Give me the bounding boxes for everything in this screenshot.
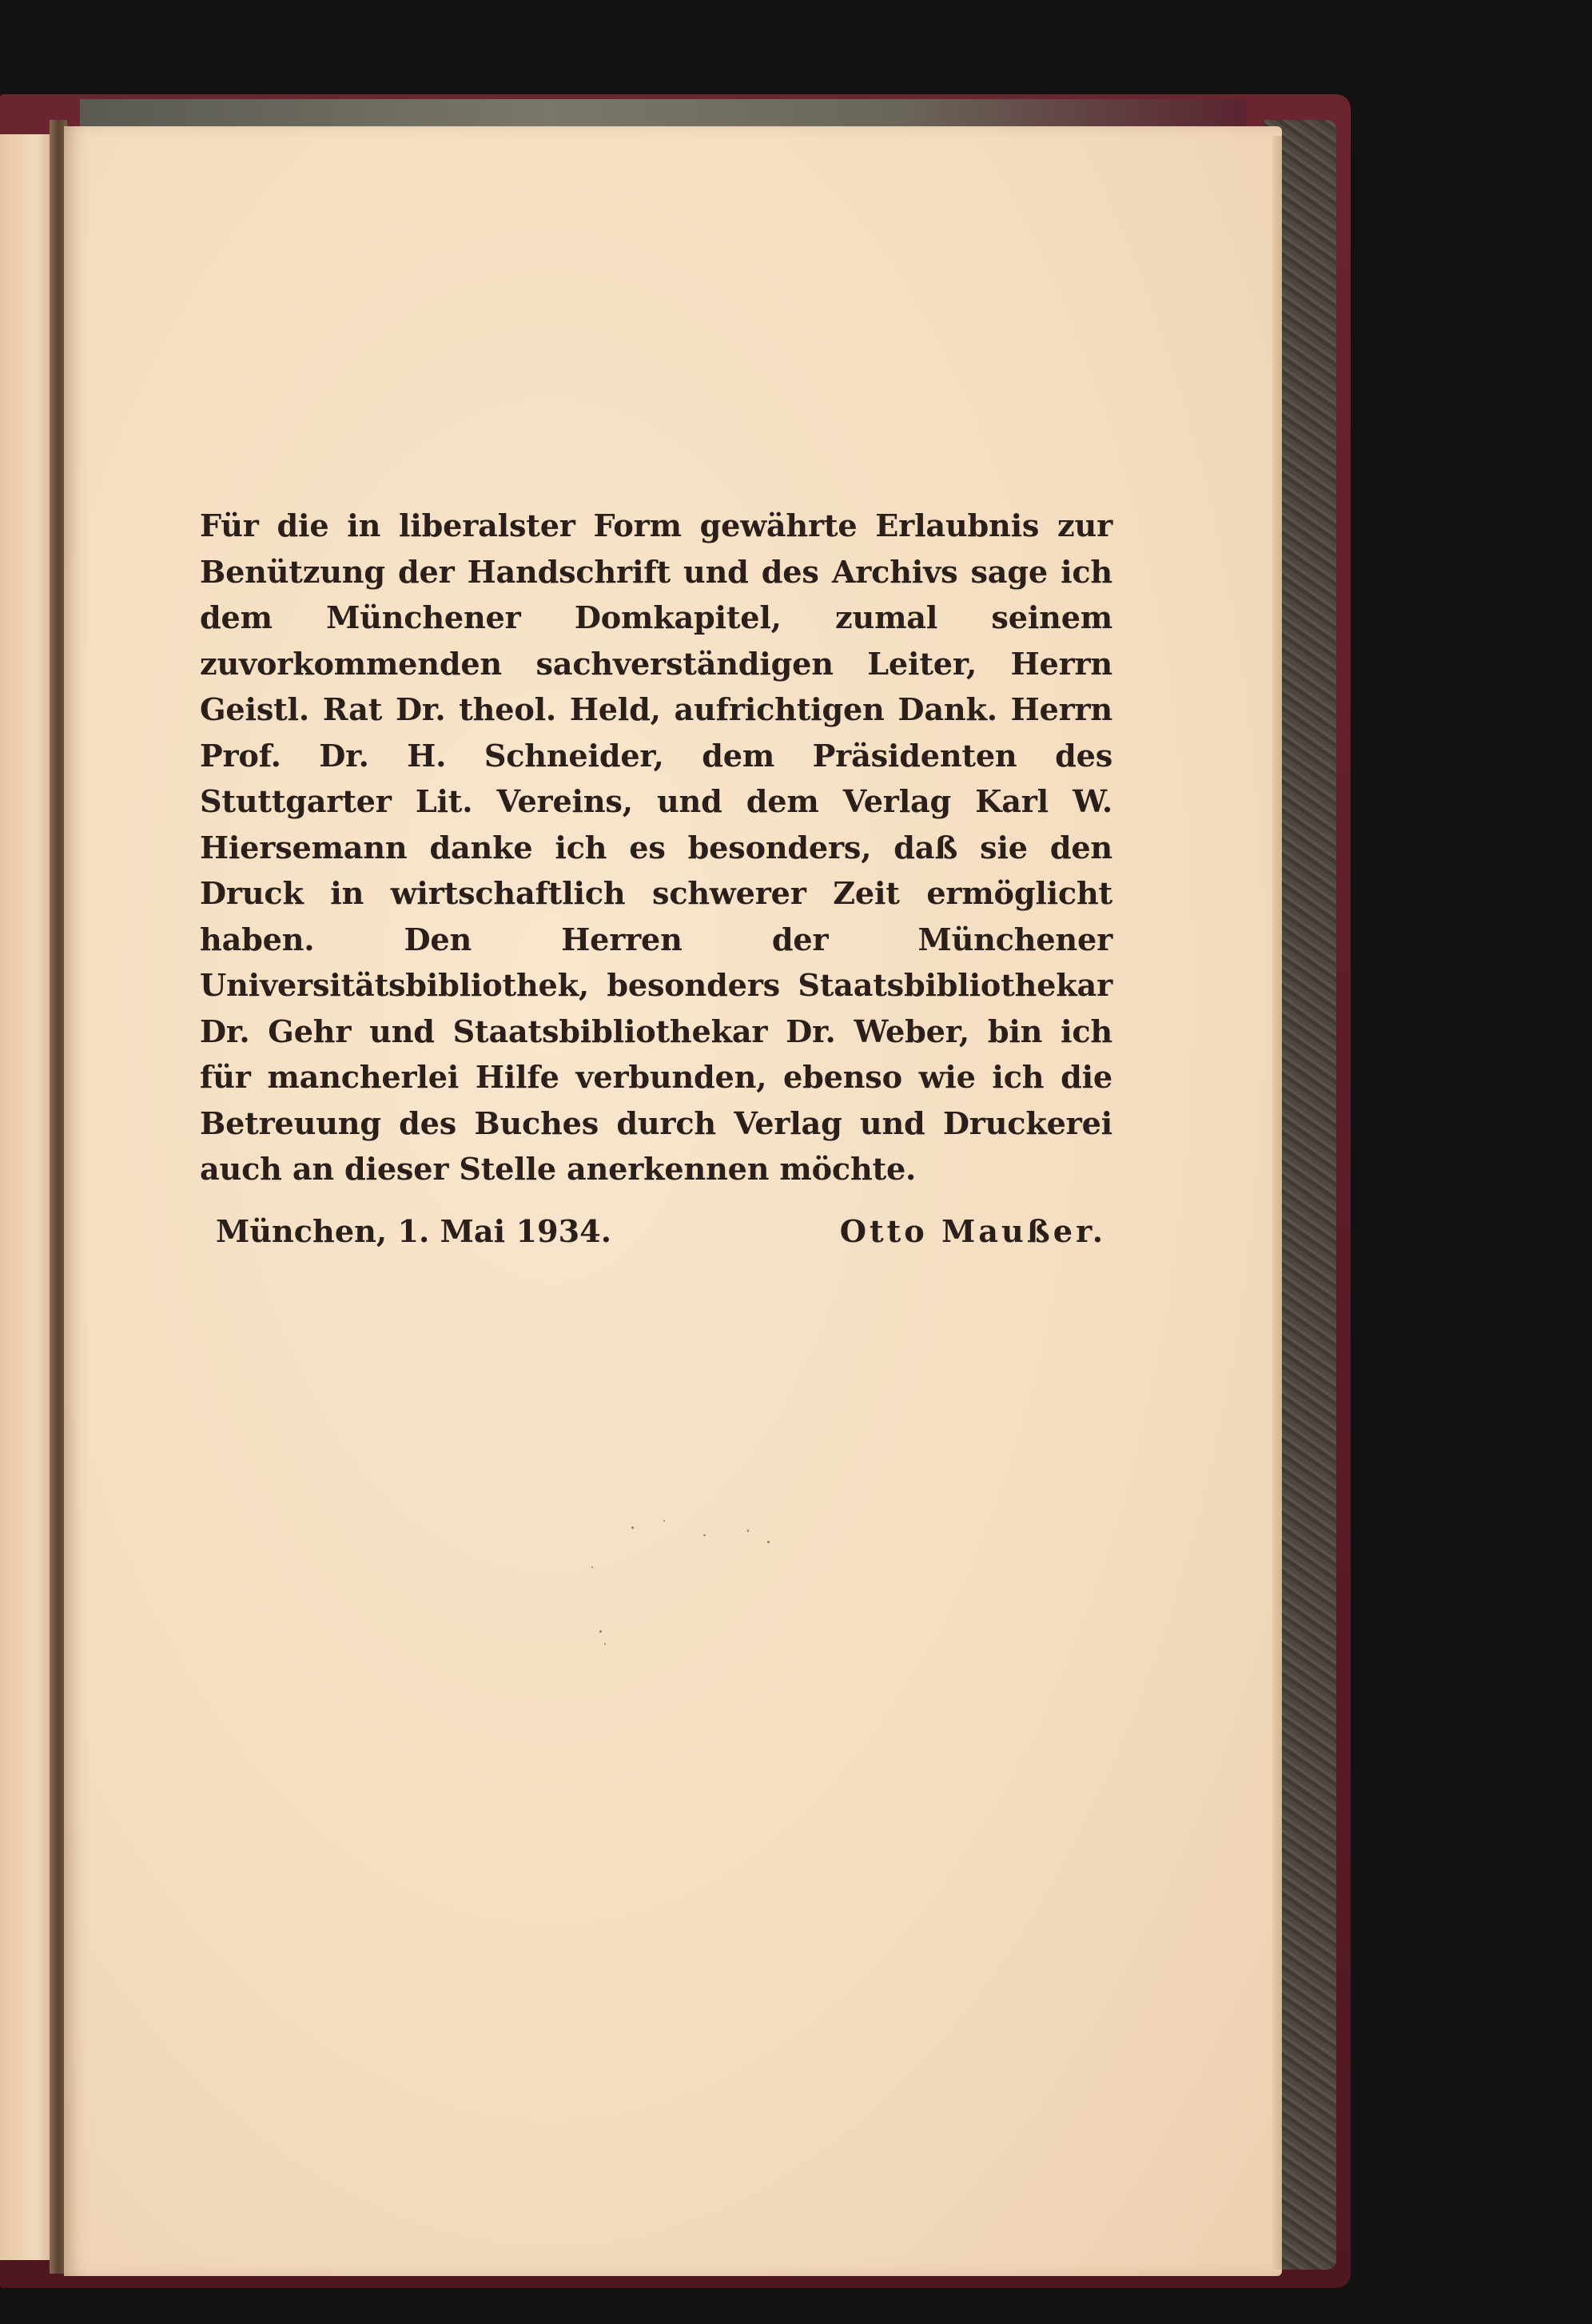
signature-line <box>200 1214 1112 1262</box>
acknowledgement-block <box>200 503 1112 1262</box>
acknowledgement-paragraph: Für die in liberalster Form gewährte Erlaubnis zur Benützung der Handschrift und des Archivs sage ich dem Münchener Domkapitel, zumal seinem zuvorkommenden sachverständigen Leiter, Herrn Geistl. Rat Dr. theol. Held, aufrichtigen Dank. Herrn Prof. Dr. H. Schneider, dem Präsidenten des Stuttgarter Lit. Vereins, und dem Verlag Karl W. Hiersemann danke ich es besonders, daß sie den Druck in wirtschaftlich schwerer Zeit ermöglicht haben. Den Herren der Münchener Universitätsbibliothek, besonders Staatsbibliothekar Dr. Gehr und Staatsbibliothekar Dr. Weber, bin ich für mancherlei Hilfe verbunden, ebenso wie ich die Betreuung des Buches durch Verlag und Druckerei auch an dieser Stelle anerkennen möchte. <box>200 508 1112 1188</box>
page-fore-edge <box>1272 136 1282 2270</box>
left-page-edge <box>0 134 53 2260</box>
place-date: München, 1. Mai 1934. <box>216 1213 612 1250</box>
paper-specks <box>575 1502 815 1662</box>
author-name: Otto Maußer. <box>839 1213 1106 1250</box>
